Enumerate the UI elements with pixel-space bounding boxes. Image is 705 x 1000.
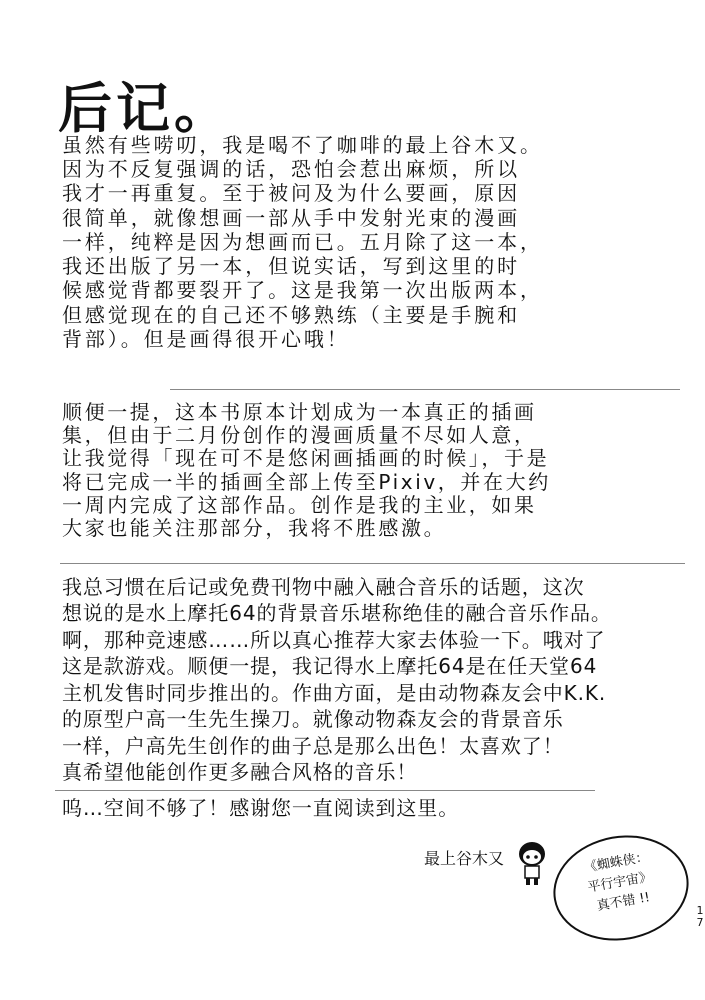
text-line: 呜…空间不够了！感谢您一直阅读到这里。 [62,796,460,820]
text-line: 将已完成一半的插画全部上传至Pixiv，并在大约 [62,470,551,494]
text-line: 一样，纯粹是因为想画而已。五月除了这一本， [62,230,543,254]
page-number-digit: 1 [696,904,704,917]
chibi-character-icon [510,838,560,888]
text-line: 让我觉得「现在可不是悠闲画插画的时候」，于是 [62,446,550,470]
text-line: 很简单，就像想画一部从手中发射光束的漫画 [62,206,520,230]
text-line: 背部）。但是画得很开心哦！ [62,327,350,351]
text-line: 大家也能关注那部分，我将不胜感激。 [62,516,447,540]
bubble-line: 真不错 !! [595,890,652,915]
text-line: 一周内完成了这部作品。创作是我的主业，如果 [62,493,537,517]
bubble-line: 平行宇宙》 [586,869,654,896]
text-line: 这是款游戏。顺便一提，我记得水上摩托64是在任天堂64 [62,654,598,678]
author-signature: 最上谷木又 [424,849,505,868]
text-line: 候感觉背都要裂开了。这是我第一次出版两本， [62,278,543,302]
text-line: 顺便一提，这本书原本计划成为一本真正的插画 [62,400,537,424]
text-line: 虽然有些唠叨，我是喝不了咖啡的最上谷木又。 [62,133,543,157]
page-title: 后记。 [58,77,232,140]
text-line: 一样，户高先生创作的曲子总是那么出色！太喜欢了！ [62,734,564,758]
page-number [696,905,704,929]
text-line: 我才一再重复。至于被问及为什么要画，原因 [62,181,520,205]
text-line: 主机发售时同步推出的。作曲方面，是由动物森友会中K.K. [62,681,607,705]
text-line: 我总习惯在后记或免费刊物中融入融合音乐的话题，这次 [62,575,585,599]
text-line: 啊，那种竞速感……所以真心推荐大家去体验一下。哦对了 [62,628,606,652]
text-line: 因为不反复强调的话，恐怕会惹出麻烦，所以 [62,157,520,181]
text-line: 集，但由于二月份创作的漫画质量不尽如人意， [62,423,537,447]
page-number-digit: 7 [696,916,704,929]
text-line: 的原型户高一生先生操刀。就像动物森友会的背景音乐 [62,707,564,731]
text-line: 真希望他能创作更多融合风格的音乐！ [62,760,418,784]
divider [55,790,595,791]
bubble-line: 《蜘蛛侠： [583,849,650,876]
divider [60,563,685,564]
text-line: 想说的是水上摩托64的背景音乐堪称绝佳的融合音乐作品。 [62,601,612,625]
divider [170,389,680,390]
text-line: 但感觉现在的自己还不够熟练（主要是手腕和 [62,303,520,327]
text-line: 我还出版了另一本，但说实话，写到这里的时 [62,254,520,278]
